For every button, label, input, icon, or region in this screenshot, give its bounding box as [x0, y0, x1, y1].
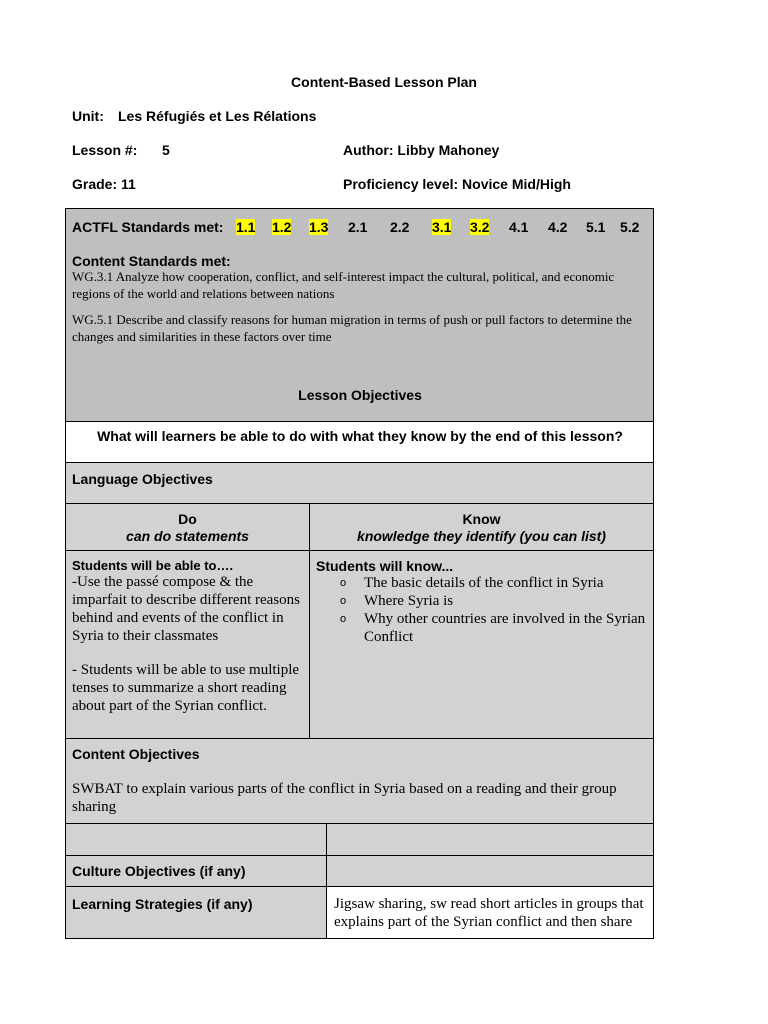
actfl-standard: 4.1: [509, 219, 529, 235]
language-objectives-heading: Language Objectives: [72, 471, 213, 487]
do-statement-1: -Use the passé compose & the imparfait to describe different reasons behind and events of the conflict in Syria to their classmates: [72, 574, 300, 644]
content-standard-wg51: WG.5.1 Describe and classify reasons for human migration in terms of push or pull factors to determine the changes and similarities in these factors over time: [72, 312, 632, 344]
list-item: o The basic details of the conflict in Syria: [340, 575, 604, 591]
row-divider: [65, 503, 654, 504]
actfl-standard: 5.1: [586, 219, 606, 235]
row-divider: [65, 550, 654, 551]
grade: Grade: 11: [72, 176, 136, 192]
table-border: [65, 208, 66, 939]
know-cell: [316, 558, 650, 646]
learning-strategies-heading: Learning Strategies (if any): [72, 896, 253, 912]
row-divider: [65, 421, 654, 422]
actfl-standard: 3.2: [470, 219, 490, 235]
row-divider: [65, 738, 654, 739]
do-title: Do: [178, 511, 197, 527]
row-divider: [65, 886, 654, 887]
row-divider: [65, 855, 654, 856]
do-column-header: [66, 511, 309, 544]
learning-strategies-text: Jigsaw sharing, sw read short articles in groups that explains part of the Syrian conflict and then share: [334, 896, 644, 930]
do-cell: [72, 558, 306, 715]
bullet-marker: o: [340, 577, 347, 589]
bullet-marker: o: [340, 595, 347, 607]
know-lead: Students will know...: [316, 558, 454, 574]
content-objectives-text: SWBAT to explain various parts of the conflict in Syria based on a reading and their group sharing: [72, 781, 617, 815]
do-subtitle: can do statements: [126, 528, 249, 544]
actfl-standard: 5.2: [620, 219, 640, 235]
list-item: o Why other countries are involved in the Syrian Conflict: [340, 611, 646, 645]
lesson-value: 5: [162, 142, 170, 158]
culture-objectives-heading: Culture Objectives (if any): [72, 863, 246, 879]
learners-question: What will learners be able to do with what they know by the end of this lesson?: [97, 428, 623, 444]
know-list: [316, 574, 650, 646]
actfl-standard: 1.3: [309, 219, 329, 235]
table-border: [65, 208, 654, 209]
lesson-label: Lesson #:: [72, 142, 138, 158]
unit-label: Unit:: [72, 108, 104, 124]
actfl-standard: 2.2: [390, 219, 410, 235]
know-column-header: [310, 511, 653, 544]
actfl-label: ACTFL Standards met:: [72, 219, 224, 235]
do-lead: Students will be able to….: [72, 558, 234, 573]
bullet-marker: o: [340, 613, 347, 625]
actfl-standard: 1.1: [236, 219, 256, 235]
row-divider: [65, 462, 654, 463]
actfl-standard: 2.1: [348, 219, 368, 235]
row-divider: [65, 823, 654, 824]
document-title: Content-Based Lesson Plan: [291, 74, 477, 90]
unit-value: Les Réfugiés et Les Rélations: [118, 108, 317, 124]
content-objectives-heading: Content Objectives: [72, 746, 200, 762]
author: Author: Libby Mahoney: [343, 142, 500, 158]
proficiency-level: Proficiency level: Novice Mid/High: [343, 176, 571, 192]
actfl-standard: 4.2: [548, 219, 568, 235]
actfl-standard: 1.2: [272, 219, 292, 235]
list-item: o Where Syria is: [340, 593, 454, 609]
column-divider: [326, 823, 327, 939]
know-subtitle: knowledge they identify (you can list): [357, 528, 606, 544]
actfl-standard: 3.1: [432, 219, 452, 235]
lesson-objectives-heading: Lesson Objectives: [298, 387, 422, 403]
content-standard-wg31: WG.3.1 Analyze how cooperation, conflict, and self-interest impact the cultural, political, and economic regions of the world and relations between nations: [72, 269, 615, 301]
table-border: [65, 938, 654, 939]
table-border: [653, 208, 654, 939]
know-title: Know: [462, 511, 501, 527]
do-statement-2: - Students will be able to use multiple tenses to summarize a short reading about part of the Syrian conflict.: [72, 662, 300, 714]
content-standards-label: Content Standards met:: [72, 253, 231, 269]
